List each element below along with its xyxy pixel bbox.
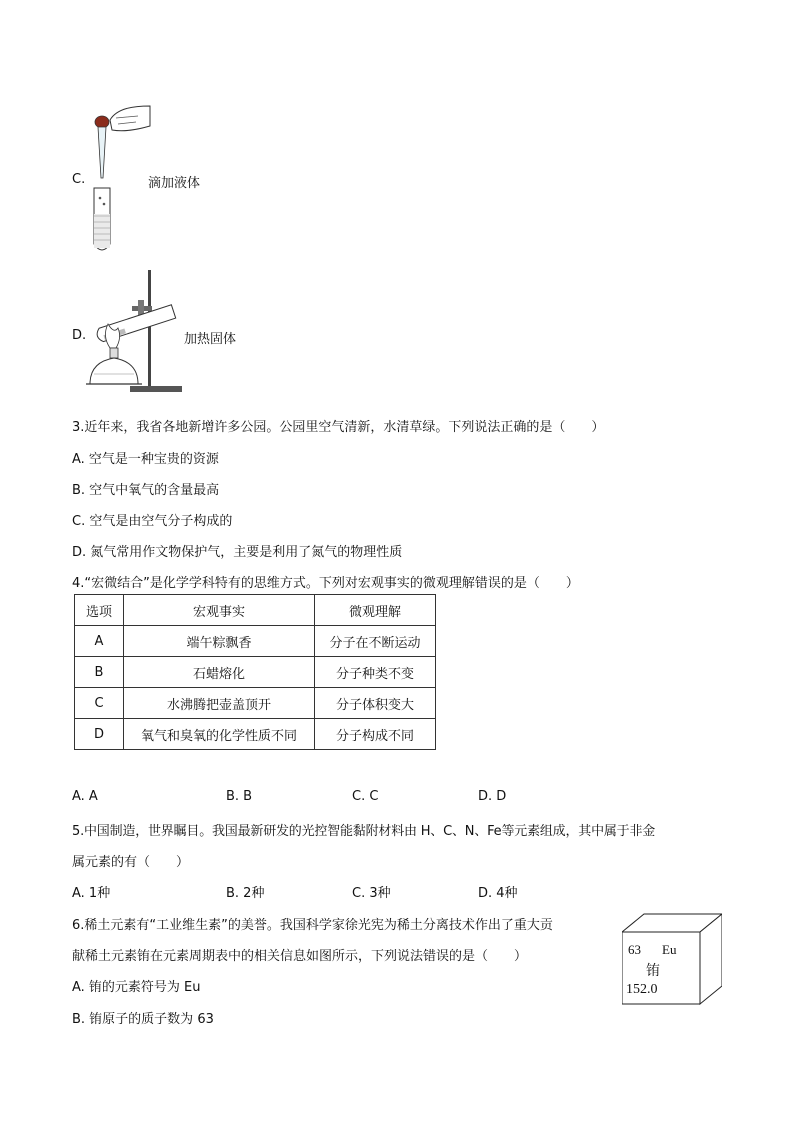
element-card-europium: [622, 910, 722, 1006]
table-header: 宏观事实: [124, 595, 315, 626]
element-atomic-number: 63: [628, 942, 641, 957]
table-row: [75, 626, 436, 657]
table-cell: 端午粽飘香: [124, 626, 315, 657]
question-6-option-a: A. 铕的元素符号为 Eu: [72, 980, 201, 995]
question-3-option-c: C. 空气是由空气分子构成的: [72, 514, 233, 529]
table-cell: B: [75, 657, 124, 688]
question-5-stem-line2: 属元素的有（ ）: [72, 855, 190, 870]
table-cell: 水沸腾把壶盖顶开: [124, 688, 315, 719]
heating-apparatus-icon: [72, 266, 192, 396]
table-row: [75, 657, 436, 688]
question-5-option-b: B. 2种: [226, 886, 265, 901]
table-row: [75, 719, 436, 750]
table-cell: D: [75, 719, 124, 750]
question-4-option-d: D. D: [478, 789, 507, 804]
question-3-option-a: A. 空气是一种宝贵的资源: [72, 452, 219, 467]
question-4-stem: 4.“宏微结合”是化学学科特有的思维方式。下列对宏观事实的微观理解错误的是（ ）: [72, 576, 579, 591]
element-symbol: Eu: [662, 942, 677, 957]
table-cell: C: [75, 688, 124, 719]
option-caption: 滴加液体: [148, 176, 201, 191]
q2-option-c: [72, 100, 272, 260]
table-cell: 分子种类不变: [315, 657, 436, 688]
table-cell: A: [75, 626, 124, 657]
table-row: [75, 688, 436, 719]
question-4-option-c: C. C: [352, 789, 379, 804]
question-6-option-b: B. 铕原子的质子数为 63: [72, 1012, 214, 1027]
question-3-stem: 3.近年来，我省各地新增许多公园。公园里空气清新，水清草绿。下列说法正确的是（ ）: [72, 420, 605, 435]
question-4-option-a: A. A: [72, 789, 98, 804]
question-3-option-b: B. 空气中氧气的含量最高: [72, 483, 220, 498]
option-caption: 加热固体: [184, 332, 237, 347]
element-name: 铕: [646, 963, 660, 979]
question-6-stem-line2: 献稀土元素铕在元素周期表中的相关信息如图所示，下列说法错误的是（ ）: [72, 949, 528, 964]
question-5-stem-line1: 5.中国制造，世界瞩目。我国最新研发的光控智能黏附材料由 H、C、N、Fe等元素组成，其中属于非金: [72, 824, 656, 839]
question-5-option-a: A. 1种: [72, 886, 111, 901]
question-5-option-c: C. 3种: [352, 886, 391, 901]
table-header: 选项: [75, 595, 124, 626]
table-cell: 石蜡熔化: [124, 657, 315, 688]
table-header-row: [75, 595, 436, 626]
table-header: 微观理解: [315, 595, 436, 626]
q2-option-d: [72, 266, 292, 398]
table-cell: 氧气和臭氧的化学性质不同: [124, 719, 315, 750]
question-6-stem-line1: 6.稀土元素有“工业维生素”的美誉。我国科学家徐光宪为稀土分离技术作出了重大贡: [72, 918, 553, 933]
table-cell: 分子构成不同: [315, 719, 436, 750]
option-label: D.: [72, 328, 87, 343]
question-5-option-d: D. 4种: [478, 886, 518, 901]
question-4-option-b: B. B: [226, 789, 253, 804]
table-cell: 分子在不断运动: [315, 626, 436, 657]
macro-micro-table: [74, 594, 436, 750]
element-atomic-mass: 152.0: [626, 982, 658, 997]
question-3-option-d: D. 氮气常用作文物保护气，主要是利用了氮气的物理性质: [72, 545, 403, 560]
table-cell: 分子体积变大: [315, 688, 436, 719]
option-label: C.: [72, 172, 86, 187]
